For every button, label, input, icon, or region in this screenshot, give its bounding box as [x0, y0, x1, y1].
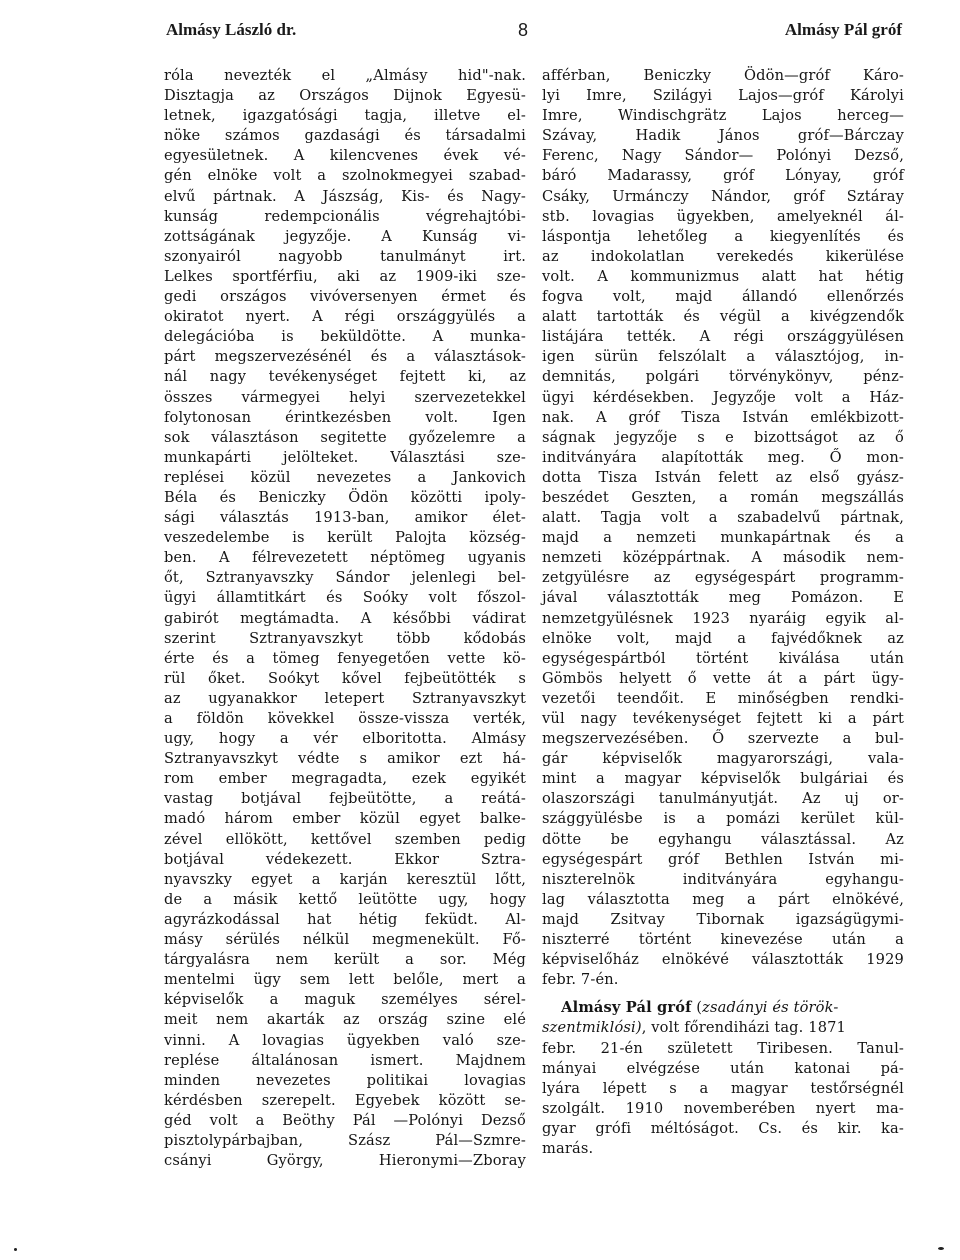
text-line: gár képviselők magyarországi, vala-: [542, 750, 904, 768]
text-line: elvű pártnak. A Jászság, Kis- és Nagy-: [164, 187, 526, 205]
text-line: párt megszervezésénél és a választások-: [164, 348, 526, 366]
text-line: niszterelnök inditványára egyhangu-: [542, 870, 904, 888]
text-line: képviselők a maguk személyes sérel-: [164, 991, 526, 1009]
text-line: Imre, Windischgrätz Lajos herceg—: [542, 107, 904, 125]
text-line: alatt. Tagja volt a szabadelvű pártnak,: [542, 509, 904, 527]
text-line: mányai elvégzése után katonai pá-: [542, 1059, 904, 1077]
text-line: ugy, hogy a vér elboritotta. Almásy: [164, 730, 526, 748]
scan-speck: [938, 1247, 944, 1250]
text-line: nemzetgyülésnek 1923 nyaráig egyik al-: [542, 609, 904, 627]
text-line: meit nem akarták az ország szine elé: [164, 1011, 526, 1029]
text-line: letnek, igazgatósági tagja, illetve el-: [164, 107, 526, 125]
text-line: láspontja lehetőleg a kiegyenlítés és: [542, 227, 904, 245]
text-line: elnöke volt, majd a fajvédőknek az: [542, 629, 904, 647]
text-line: Lelkes sportférfiu, aki az 1909-iki sze-: [164, 267, 526, 285]
text-line: zével ellökött, kettővel szemben pedig: [164, 830, 526, 848]
text-line: veszedelembe is került Palojta község-: [164, 529, 526, 547]
entry-heading-line-2: [542, 1018, 904, 1038]
text-line: nöke számos gazdasági és társadalmi: [164, 127, 526, 145]
text-line: ügyi kérdésekben. Jegyzője volt a Ház-: [542, 388, 904, 406]
text-line: lag választotta meg a párt elnökévé,: [542, 890, 904, 908]
page-number: 8: [518, 20, 529, 40]
entry-heading-line: [542, 998, 904, 1018]
text-line: másy sérülés nélkül megmenekült. Fő-: [164, 931, 526, 949]
text-line: nyavszky egyet a karján keresztül lőtt,: [164, 870, 526, 888]
text-line: összes vármegyei helyi szervezetekkel: [164, 388, 526, 406]
text-line: megszervezésében. Ő szervezte a bul-: [542, 730, 904, 748]
header-author: Almásy László dr.: [166, 20, 297, 39]
text-line: pisztolypárbajban, Szász Pál—Szmre-: [164, 1131, 526, 1149]
text-line: majd a nemzeti munkapártnak és a: [542, 529, 904, 547]
text-line: febr. 7-én.: [542, 971, 619, 989]
text-line: gedi országos vivóversenyen érmet és: [164, 288, 526, 306]
text-line: nál nagy tevékenységet fejtett ki, az: [164, 368, 526, 386]
entry-qualifier-2: szentmiklósi): [542, 1019, 642, 1037]
text-line: Csáky, Urmánczy Nándor, gróf Sztáray: [542, 187, 904, 205]
text-line: demnitás, polgári törvénykönyv, pénz-: [542, 368, 904, 386]
text-line: vastag botjával fejbeütötte, a reátá-: [164, 790, 526, 808]
text-line: ben. A félrevezetett néptömeg ugyanis: [164, 549, 526, 567]
text-line: őt, Sztranyavszky Sándor jelenlegi bel-: [164, 569, 526, 587]
text-line: replése általánosan ismert. Majdnem: [164, 1051, 526, 1069]
text-line: madó három ember közül egyet balke-: [164, 810, 526, 828]
entry-status: , volt főrendiházi tag. 1871: [641, 1019, 846, 1037]
text-line: botjával védekezett. Ekkor Sztra-: [164, 850, 526, 868]
text-line: Disztagja az Országos Dijnok Egyesü-: [164, 87, 526, 105]
entry-qualifier: zsadányi és török-: [702, 999, 839, 1017]
text-line: fogva volt, majd állandó ellenőrzés: [542, 288, 904, 306]
text-line: érte és a tömeg fenyegetően vette kö-: [164, 649, 526, 667]
text-line: az indokolatlan verekedés kikerülése: [542, 247, 904, 265]
text-line: Gömbös helyett ő vette át a párt ügy-: [542, 669, 904, 687]
left-text-column: [164, 66, 526, 1171]
text-line: szággyülésbe is a pomázi kerület kül-: [542, 810, 904, 828]
text-line: képviselőház elnökévé választották 1929: [542, 951, 904, 969]
text-line: volt. A kommunizmus alatt hat hétig: [542, 267, 904, 285]
text-line: Béla és Beniczky Ödön közötti ipoly-: [164, 488, 526, 506]
text-line: afférban, Beniczky Ödön—gróf Káro-: [542, 67, 904, 84]
text-line: dötte be egyhangu választással. Az: [542, 830, 904, 848]
text-line: munkapárti jelölteket. Választási sze-: [164, 448, 526, 466]
text-line: delegációba is beküldötte. A munka-: [164, 328, 526, 346]
text-line: jával választották meg Pomázon. E: [542, 589, 904, 607]
text-line: egyesületnek. A kilencvenes évek vé-: [164, 147, 526, 165]
entry-paren: (: [691, 999, 703, 1017]
text-line: tárgyalásra nem került a sor. Még: [164, 951, 526, 969]
text-line: rom ember megragadta, ezek egyikét: [164, 770, 526, 788]
text-line: nak. A gróf Tisza István emlékbizott-: [542, 408, 904, 426]
text-line: nemzeti középpártnak. A második nem-: [542, 549, 904, 567]
entry-body: [542, 1039, 904, 1160]
text-line: zetgyülésre az egységespárt programm-: [542, 569, 904, 587]
text-line: sági választás 1913-ban, amikor élet-: [164, 509, 526, 527]
right-column-body: [542, 66, 904, 990]
text-line: ügyi államtitkárt és Soóky volt főszol-: [164, 589, 526, 607]
text-line: kunság redempcionális végrehajtóbi-: [164, 207, 526, 225]
text-line: listájára tették. A régi országgyülésen: [542, 328, 904, 346]
text-line: replései közül nevezetes a Jankovich: [164, 468, 526, 486]
text-line: niszterré történt kinevezése után a: [542, 931, 904, 949]
text-line: vül nagy tevékenységet fejtett ki a párt: [542, 710, 904, 727]
text-line: róla nevezték el „Almásy hid"-nak.: [164, 67, 526, 84]
text-line: Szávay, Hadik János gróf—Bárczay: [542, 127, 904, 145]
text-line: gabirót megtámadta. A későbbi vádirat: [164, 609, 526, 627]
text-line: folytonosan érintkezésben volt. Igen: [164, 408, 526, 426]
text-line: majd Zsitvay Tibornak igazságügymi-: [542, 910, 904, 928]
text-line: agyrázkodással hat hétig feküdt. Al-: [164, 910, 526, 928]
text-line: Ferenc, Nagy Sándor— Polónyi Dezső,: [542, 147, 904, 165]
text-line: minden nevezetes politikai lovagias: [164, 1071, 526, 1089]
entry-name: Almásy Pál gróf: [561, 999, 692, 1017]
text-line: mint a magyar képviselők bulgáriai és: [542, 770, 904, 788]
text-line: zottságának jegyzője. A Kunság vi-: [164, 227, 526, 245]
text-line: gyar grófi méltóságot. Cs. és kir. ka-: [542, 1119, 904, 1137]
text-line: marás.: [542, 1139, 594, 1157]
text-line: ságnak jegyzője s e bizottságot az ő: [542, 428, 904, 446]
text-line: de a másik kettő leütötte ugy, hogy: [164, 890, 526, 908]
text-line: vinni. A lovagias ügyekben való sze-: [164, 1031, 526, 1049]
running-header: [0, 20, 960, 44]
text-line: stb. lovagias ügyekben, amelyeknél ál-: [542, 207, 904, 225]
header-entry-title: Almásy Pál gróf: [784, 20, 902, 39]
text-line: inditványára alapították meg. Ő mon-: [542, 448, 904, 466]
text-line: géd volt a Beöthy Pál —Polónyi Dezső: [164, 1111, 526, 1129]
text-line: sok választáson segitette győzelemre a: [164, 428, 526, 446]
text-line: gén elnöke volt a szolnokmegyei szabad-: [164, 167, 526, 185]
text-line: szerint Sztranyavszkyt több kődobás: [164, 629, 526, 647]
text-line: beszédet Geszten, a román megszállás: [542, 488, 904, 506]
text-line: lyi Imre, Szilágyi Lajos—gróf Károlyi: [542, 87, 904, 105]
text-line: dotta Tisza István felett az első gyász-: [542, 468, 904, 486]
text-line: egységespártból történt kiválása után: [542, 649, 904, 667]
text-line: az ugyanakkor letepert Sztranyavszkyt: [164, 689, 526, 707]
text-line: báró Madarassy, gróf Lónyay, gróf: [542, 167, 904, 185]
text-line: okiratot nyert. A régi országgyülés a: [164, 308, 526, 326]
text-line: csányi György, Hieronymi—Zboray: [164, 1152, 526, 1170]
text-line: Sztranyavszkyt védte s amikor ezt há-: [164, 750, 526, 768]
text-line: olaszországi tanulmányutját. Az uj or-: [542, 790, 904, 808]
text-line: szonyairól nagyobb tanulmányt irt.: [164, 247, 526, 265]
text-line: a földön kövekkel össze-vissza verték,: [164, 710, 526, 727]
text-line: rül őket. Soókyt kővel fejbeütötték s: [164, 669, 526, 687]
text-line: alatt tartották és végül a kivégzendők: [542, 308, 904, 326]
text-line: febr. 21-én született Tiribesen. Tanul-: [542, 1039, 904, 1057]
new-entry-almasy-pal: [542, 998, 904, 1159]
text-line: egységespárt gróf Bethlen István mi-: [542, 850, 904, 868]
scan-speck: [14, 1248, 17, 1251]
right-text-column: [542, 66, 904, 1159]
text-line: igen sürün felszólalt a választójog, in-: [542, 348, 904, 366]
text-line: lyára lépett s a magyar testőrségnél: [542, 1079, 904, 1097]
text-line: kérdésben szerepelt. Egyebek között se-: [164, 1091, 526, 1109]
text-line: vezetői teendőit. E minőségben rendki-: [542, 689, 904, 707]
text-line: szolgált. 1910 novemberében nyert ma-: [542, 1099, 904, 1117]
text-line: mentelmi ügy sem lett belőle, mert a: [164, 971, 526, 989]
